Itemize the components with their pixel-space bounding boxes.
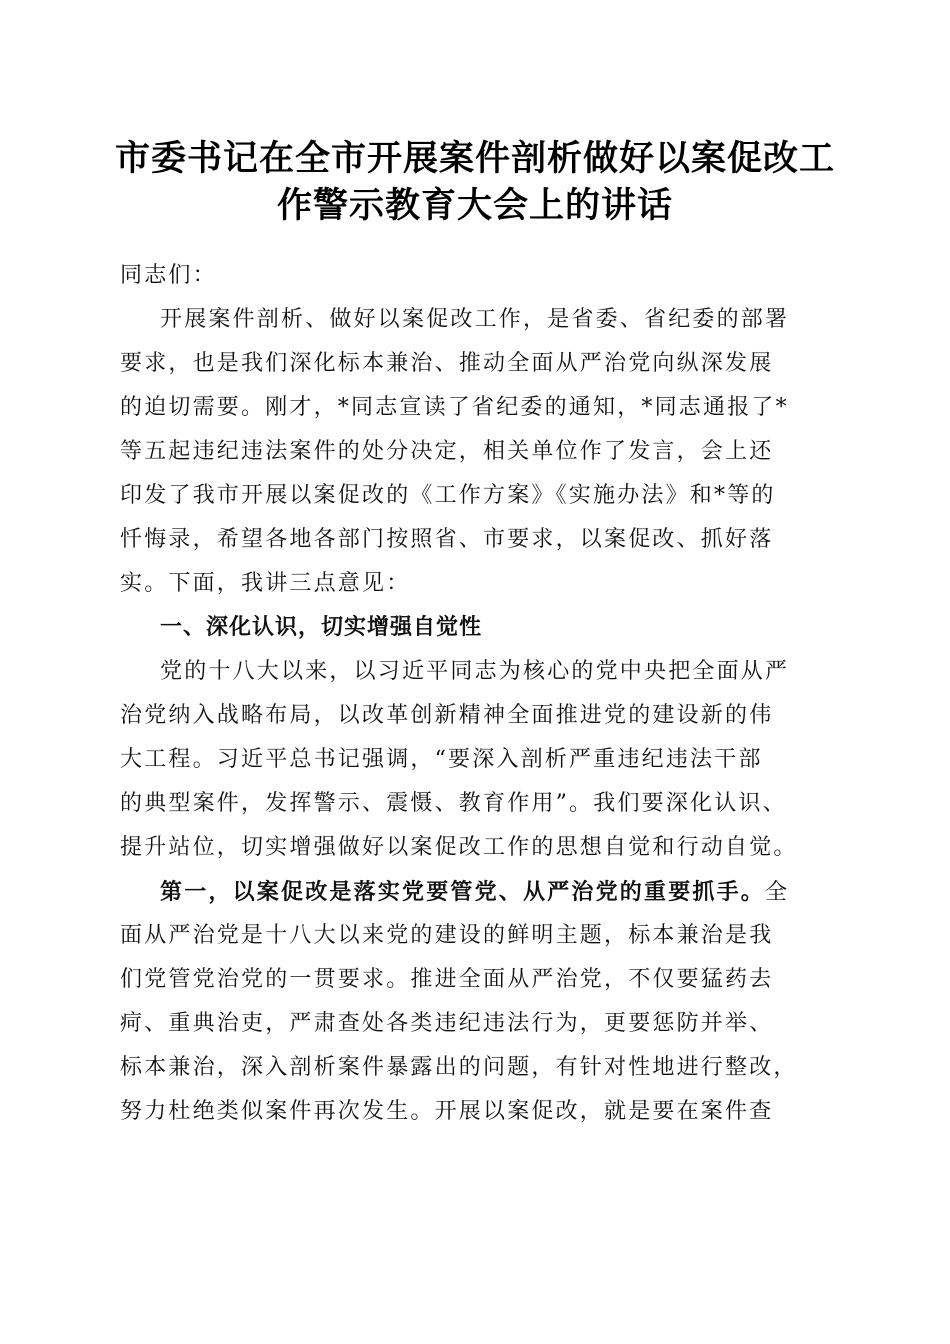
paragraph-line: 疴、重典治吏，严肃查处各类违纪违法行为，更要惩防并举、 [120, 1011, 774, 1036]
paragraph-line: 党的十八大以来，以习近平同志为核心的党中央把全面从严 [160, 659, 790, 684]
salutation: 同志们： [120, 263, 217, 288]
paragraph-line: 的典型案件，发挥警示、震慑、教育作用”。我们要深化认识、 [120, 791, 787, 816]
paragraph-line: 印发了我市开展以案促改的《工作方案》《实施办法》和*等的 [120, 483, 776, 508]
paragraph-line: 治党纳入战略布局，以改革创新精神全面推进党的建设新的伟 [120, 703, 774, 728]
paragraph-line: 的迫切需要。刚才，*同志宣读了省纪委的通知，*同志通报了* [120, 395, 789, 420]
section-heading-1: 一、深化认识，切实增强自觉性 [160, 615, 483, 640]
paragraph-line: 开展案件剖析、做好以案促改工作，是省委、省纪委的部署 [160, 307, 790, 332]
paragraph-line: 实。下面，我讲三点意见： [120, 571, 411, 596]
point-one-lead: 第一，以案促改是落实党要管党、从严治党的重要抓手。 [160, 879, 766, 905]
paragraph-line: 等五起违纪违法案件的处分决定，相关单位作了发言，会上还 [120, 439, 774, 464]
paragraph-line [120, 870, 850, 914]
point-one-tail: 全 [765, 880, 790, 905]
paragraph-line: 努力杜绝类似案件再次发生。开展以案促改，就是要在案件查 [120, 1099, 774, 1124]
document-title-line-1: 市委书记在全市开展案件剖析做好以案促改工 [114, 138, 835, 179]
paragraph-line: 们党管党治党的一贯要求。推进全面从严治党，不仅要猛药去 [120, 967, 774, 992]
document-body [120, 254, 850, 1134]
paragraph-line: 面从严治党是十八大以来党的建设的鲜明主题，标本兼治是我 [120, 923, 774, 948]
paragraph-line: 提升站位，切实增强做好以案促改工作的思想自觉和行动自觉。 [120, 835, 798, 860]
paragraph-line: 标本兼治，深入剖析案件暴露出的问题，有针对性地进行整改， [120, 1055, 798, 1080]
paragraph-point-one [120, 870, 850, 1134]
paragraph-line: 忏悔录，希望各地各部门按照省、市要求，以案促改、抓好落 [120, 527, 774, 552]
paragraph-line: 大工程。习近平总书记强调，“要深入剖析严重违纪违法干部 [120, 747, 763, 772]
paragraph-line: 要求，也是我们深化标本兼治、推动全面从严治党向纵深发展 [120, 351, 774, 376]
paragraph-opening [120, 298, 850, 606]
document-title-line-2: 作警示教育大会上的讲话 [276, 185, 673, 226]
paragraph-section1 [120, 650, 850, 870]
